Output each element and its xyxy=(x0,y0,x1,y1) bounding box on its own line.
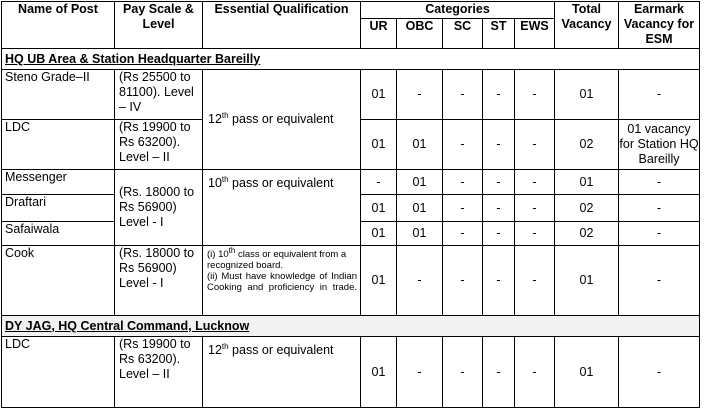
section-title-bareilly: HQ UB Area & Station Headquarter Bareilly xyxy=(2,49,700,70)
pay-group-level-1: (Rs. 18000 to Rs 56900) Level - I xyxy=(115,170,203,246)
ldc-sc: - xyxy=(443,120,483,170)
header-ur: UR xyxy=(361,19,397,49)
pay-cook: (Rs. 18000 to Rs 56900) Level - I xyxy=(115,246,203,316)
qualification-cook xyxy=(203,246,361,316)
cook-st: - xyxy=(483,246,515,316)
cook-ews: - xyxy=(515,246,555,316)
header-obc: OBC xyxy=(397,19,443,49)
messenger-ur: - xyxy=(361,170,397,195)
safaiwala-obc: 01 xyxy=(397,222,443,246)
draftari-ews: - xyxy=(515,195,555,222)
ldc-ews: - xyxy=(515,120,555,170)
steno-st: - xyxy=(483,70,515,120)
safaiwala-ews: - xyxy=(515,222,555,246)
ldc-esm: 01 vacancy for Station HQ Bareilly xyxy=(619,120,700,170)
safaiwala-st: - xyxy=(483,222,515,246)
ldc-ur: 01 xyxy=(361,120,397,170)
ldc-total: 02 xyxy=(555,120,619,170)
ldc-lucknow-ur: 01 xyxy=(361,337,397,408)
header-name-of-post: Name of Post xyxy=(2,2,115,49)
pay-ldc-lucknow: (Rs 19900 to Rs 63200). Level – II xyxy=(115,337,203,408)
ldc-st: - xyxy=(483,120,515,170)
cook-qual-1: (i) 10th class or equivalent from a recognized board. xyxy=(207,245,347,271)
qualification-12th: 12th pass or equivalent xyxy=(203,70,361,170)
cook-esm: - xyxy=(619,246,700,316)
messenger-sc: - xyxy=(443,170,483,195)
post-messenger: Messenger xyxy=(2,170,115,195)
messenger-esm: - xyxy=(619,170,700,195)
steno-ur: 01 xyxy=(361,70,397,120)
safaiwala-total: 02 xyxy=(555,222,619,246)
post-ldc: LDC xyxy=(2,120,115,170)
pay-ldc: (Rs 19900 to Rs 63200). Level – II xyxy=(115,120,203,170)
messenger-st: - xyxy=(483,170,515,195)
cook-obc: - xyxy=(397,246,443,316)
messenger-ews: - xyxy=(515,170,555,195)
qualification-10th: 10th pass or equivalent xyxy=(203,170,361,246)
draftari-total: 02 xyxy=(555,195,619,222)
cook-qual-2: (ii) Must have knowledge of Indian Cooking and proficiency in trade. xyxy=(207,271,357,293)
cook-sc: - xyxy=(443,246,483,316)
ldc-lucknow-esm: - xyxy=(619,337,700,408)
ldc-lucknow-total: 01 xyxy=(555,337,619,408)
header-st: ST xyxy=(483,19,515,49)
steno-ews: - xyxy=(515,70,555,120)
post-ldc-lucknow: LDC xyxy=(2,337,115,408)
vacancy-table xyxy=(1,1,700,408)
draftari-st: - xyxy=(483,195,515,222)
header-total-vacancy: Total Vacancy xyxy=(555,2,619,49)
section-title-lucknow: DY JAG, HQ Central Command, Lucknow xyxy=(2,316,700,337)
ldc-lucknow-ews: - xyxy=(515,337,555,408)
safaiwala-sc: - xyxy=(443,222,483,246)
draftari-sc: - xyxy=(443,195,483,222)
ldc-lucknow-sc: - xyxy=(443,337,483,408)
steno-total: 01 xyxy=(555,70,619,120)
qualification-12th-lucknow: 12th pass or equivalent xyxy=(203,337,361,408)
safaiwala-ur: 01 xyxy=(361,222,397,246)
safaiwala-esm: - xyxy=(619,222,700,246)
draftari-obc: 01 xyxy=(397,195,443,222)
post-cook: Cook xyxy=(2,246,115,316)
steno-sc: - xyxy=(443,70,483,120)
ldc-lucknow-obc: - xyxy=(397,337,443,408)
pay-steno: (Rs 25500 to 81100). Level – IV xyxy=(115,70,203,120)
steno-obc: - xyxy=(397,70,443,120)
post-safaiwala: Safaiwala xyxy=(2,222,115,246)
header-ews: EWS xyxy=(515,19,555,49)
header-sc: SC xyxy=(443,19,483,49)
draftari-ur: 01 xyxy=(361,195,397,222)
messenger-obc: 01 xyxy=(397,170,443,195)
header-pay-scale: Pay Scale & Level xyxy=(115,2,203,49)
messenger-total: 01 xyxy=(555,170,619,195)
header-earmark-esm: Earmark Vacancy for ESM xyxy=(619,2,700,49)
cook-ur: 01 xyxy=(361,246,397,316)
cook-total: 01 xyxy=(555,246,619,316)
draftari-esm: - xyxy=(619,195,700,222)
post-steno: Steno Grade–II xyxy=(2,70,115,120)
ldc-obc: 01 xyxy=(397,120,443,170)
header-qualification: Essential Qualification xyxy=(203,2,361,49)
ldc-lucknow-st: - xyxy=(483,337,515,408)
steno-esm: - xyxy=(619,70,700,120)
header-categories: Categories xyxy=(361,2,555,19)
post-draftari: Draftari xyxy=(2,195,115,222)
